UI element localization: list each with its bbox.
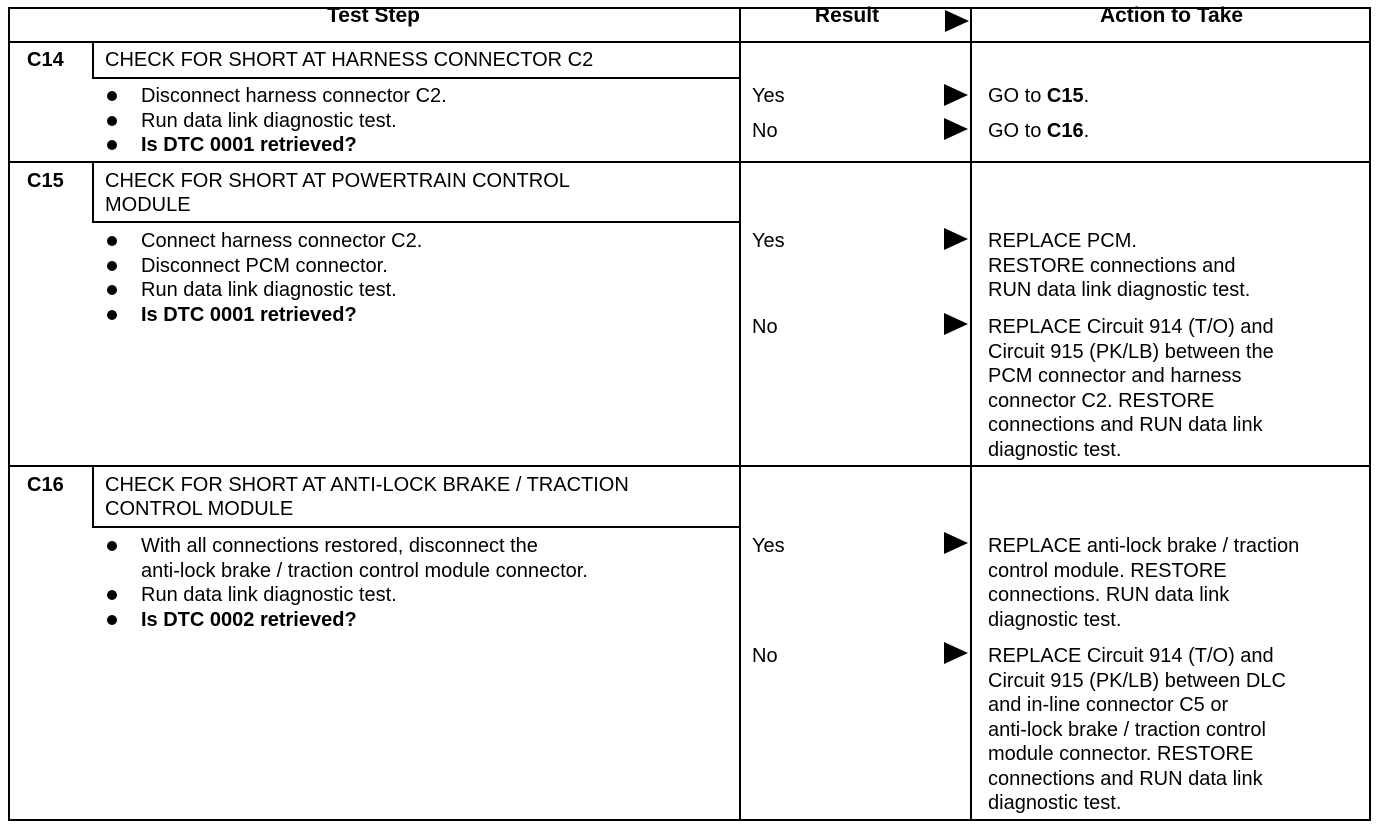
c14-title-rule — [92, 77, 740, 79]
step-id-c15: C15 — [27, 170, 64, 192]
bullet-item: Connect harness connector C2. — [100, 229, 720, 254]
header-result: Result — [814, 4, 880, 27]
header-rule — [8, 41, 1371, 43]
step-title-c15: CHECK FOR SHORT AT POWERTRAIN CONTROL MODULE — [105, 170, 570, 216]
col-divider-action — [970, 7, 972, 821]
result-yes-c14: Yes — [752, 85, 785, 107]
result-yes-c16: Yes — [752, 535, 785, 557]
action-c15-no: REPLACE Circuit 914 (T/O) and Circuit 915 (PK/LB) between the PCM connector and harness connector C2. RESTORE connections and RUN data link diagnostic test. — [988, 316, 1274, 461]
bullet-item: With all connections restored, disconnect the anti-lock brake / traction control module connector. — [100, 534, 720, 583]
c16-title-rule — [92, 526, 740, 528]
bullet-item: Disconnect PCM connector. — [100, 254, 720, 279]
bullet-item: Run data link diagnostic test. — [100, 278, 720, 303]
result-arrow-icon — [944, 84, 968, 106]
bullet-item: Run data link diagnostic test. — [100, 109, 720, 134]
header-action: Action to Take — [1099, 4, 1244, 27]
step-bullets-c15 — [100, 229, 720, 327]
bullet-dot-icon — [107, 91, 117, 101]
bullet-dot-icon — [107, 590, 117, 600]
bullet-item: Disconnect harness connector C2. — [100, 84, 720, 109]
bullet-dot-icon — [107, 615, 117, 625]
bullet-dot-icon — [107, 285, 117, 295]
step-id-c16: C16 — [27, 474, 64, 496]
step-id-c14: C14 — [27, 49, 64, 71]
step-title-c16: CHECK FOR SHORT AT ANTI-LOCK BRAKE / TRACTION CONTROL MODULE — [105, 474, 629, 520]
bullet-dot-icon — [107, 541, 117, 551]
bullet-dot-icon — [107, 116, 117, 126]
bullet-item: Run data link diagnostic test. — [100, 583, 720, 608]
id-divider-c15 — [92, 163, 94, 223]
result-arrow-icon — [944, 118, 968, 140]
result-arrow-icon — [944, 313, 968, 335]
step-bullets-c14 — [100, 84, 720, 158]
result-no-c16: No — [752, 645, 778, 667]
bullet-question: Is DTC 0002 retrieved? — [100, 608, 720, 633]
action-c15-yes: REPLACE PCM. RESTORE connections and RUN data link diagnostic test. — [988, 230, 1251, 301]
result-yes-c15: Yes — [752, 230, 785, 252]
col-divider-result — [739, 7, 741, 821]
action-c14-yes: GO to C15. — [988, 85, 1090, 107]
result-arrow-icon — [944, 228, 968, 250]
bullet-dot-icon — [107, 140, 117, 150]
action-c14-no: GO to C16. — [988, 120, 1090, 142]
result-no-c15: No — [752, 316, 778, 338]
action-c16-yes: REPLACE anti-lock brake / traction control module. RESTORE connections. RUN data link diagnostic test. — [988, 535, 1300, 631]
bullet-dot-icon — [107, 236, 117, 246]
result-no-c14: No — [752, 120, 778, 142]
step-bullets-c16 — [100, 534, 720, 632]
c15-title-rule — [92, 221, 740, 223]
result-arrow-icon — [944, 642, 968, 664]
result-arrow-icon — [944, 532, 968, 554]
bullet-dot-icon — [107, 310, 117, 320]
step-title-c14: CHECK FOR SHORT AT HARNESS CONNECTOR C2 — [105, 49, 594, 71]
c14-bottom-rule — [8, 161, 1371, 163]
bullet-question: Is DTC 0001 retrieved? — [100, 303, 720, 328]
c15-bottom-rule — [8, 465, 1371, 467]
id-divider-c16 — [92, 466, 94, 527]
header-test-step: Test Step — [327, 4, 420, 27]
bullet-question: Is DTC 0001 retrieved? — [100, 133, 720, 158]
bullet-dot-icon — [107, 261, 117, 271]
header-arrow-icon — [945, 10, 969, 32]
id-divider-c14 — [92, 43, 94, 78]
action-c16-no: REPLACE Circuit 914 (T/O) and Circuit 915 (PK/LB) between DLC and in-line connector C5 or anti-lock brake / traction control module connector. RESTORE connections and RUN data link diagnostic test. — [988, 645, 1286, 814]
